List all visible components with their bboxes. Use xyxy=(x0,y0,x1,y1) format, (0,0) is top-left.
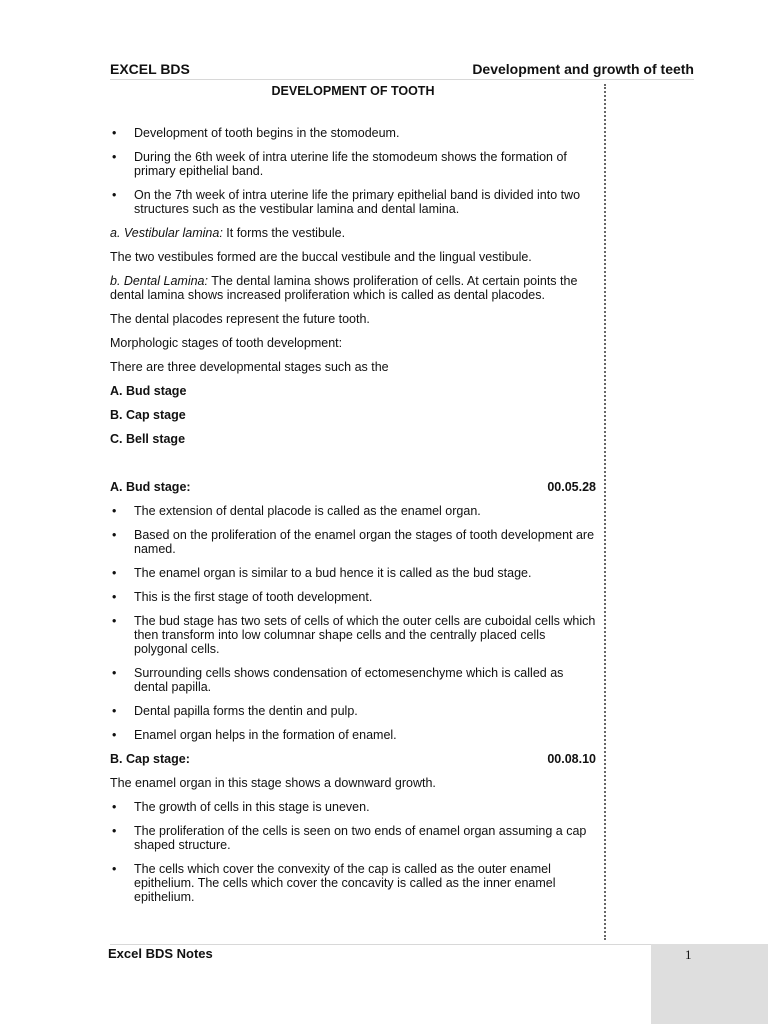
section-spacer xyxy=(110,456,596,480)
vestibular-lamina-paragraph xyxy=(110,226,596,240)
stage-item-cap: B. Cap stage xyxy=(110,408,186,422)
cap-stage-heading-row xyxy=(110,752,596,766)
cap-stage-heading: B. Cap stage: xyxy=(110,752,190,766)
list-item: • Surrounding cells shows condensation of ectomesenchyme which is called as dental papilla. xyxy=(110,666,596,694)
list-item: • During the 6th week of intra uterine life the stomodeum shows the formation of primary epithelial band. xyxy=(110,150,596,178)
list-item: • Based on the proliferation of the enamel organ the stages of tooth development are named. xyxy=(110,528,596,556)
page-title: DEVELOPMENT OF TOOTH xyxy=(271,84,435,98)
list-item: • The enamel organ is similar to a bud hence it is called as the bud stage. xyxy=(110,566,596,580)
bud-stage-timestamp: 00.05.28 xyxy=(547,480,596,494)
footer-title: Excel BDS Notes xyxy=(108,946,213,961)
document-body xyxy=(110,84,596,914)
page-number-box xyxy=(651,944,768,1024)
dental-lamina-paragraph xyxy=(110,274,596,302)
list-item: • The extension of dental placode is called as the enamel organ. xyxy=(110,504,596,518)
dental-lamina-text: The dental lamina shows proliferation of cells. At certain points the dental lamina shows increased proliferation which is called as dental placodes. xyxy=(110,274,578,302)
list-item: • The cells which cover the convexity of the cap is called as the outer enamel epithelium. The cells which cover the concavity is called as the inner enamel epithelium. xyxy=(110,862,596,904)
list-item: • The bud stage has two sets of cells of which the outer cells are cuboidal cells which then transform into low columnar shape cells and the centrally placed cells polygonal cells. xyxy=(110,614,596,656)
list-item: • Development of tooth begins in the stomodeum. xyxy=(110,126,596,140)
list-item: • On the 7th week of intra uterine life the primary epithelial band is divided into two structures such as the vestibular lamina and dental lamina. xyxy=(110,188,596,216)
vestibular-lamina-text: It forms the vestibule. xyxy=(222,226,346,240)
bud-stage-bullet-list xyxy=(110,504,596,742)
header-right-title: Development and growth of teeth xyxy=(472,61,694,77)
vestibules-paragraph: The two vestibules formed are the buccal vestibule and the lingual vestibule. xyxy=(110,250,532,264)
dental-lamina-term: b. Dental Lamina: xyxy=(110,274,208,288)
vestibular-lamina-term: a. Vestibular lamina: xyxy=(110,226,223,240)
cap-stage-intro: The enamel organ in this stage shows a downward growth. xyxy=(110,776,436,790)
list-item: • The growth of cells in this stage is uneven. xyxy=(110,800,596,814)
list-item: • Dental papilla forms the dentin and pulp. xyxy=(110,704,596,718)
bud-stage-heading: A. Bud stage: xyxy=(110,480,191,494)
page-number: 1 xyxy=(685,947,692,962)
stage-item-bell: C. Bell stage xyxy=(110,432,186,446)
placodes-paragraph: The dental placodes represent the future tooth. xyxy=(110,312,370,326)
footer-divider xyxy=(110,944,694,945)
list-item: • This is the first stage of tooth development. xyxy=(110,590,596,604)
header-left-title: EXCEL BDS xyxy=(110,61,190,77)
list-item: • Enamel organ helps in the formation of enamel. xyxy=(110,728,596,742)
morphologic-stages-paragraph: Morphologic stages of tooth development: xyxy=(110,336,343,350)
cap-stage-bullet-list xyxy=(110,800,596,904)
stage-item-bud: A. Bud stage xyxy=(110,384,187,398)
list-item: • The proliferation of the cells is seen on two ends of enamel organ assuming a cap shaped structure. xyxy=(110,824,596,852)
dotted-margin-line xyxy=(604,84,606,940)
header-divider xyxy=(110,79,694,80)
bud-stage-heading-row xyxy=(110,480,596,494)
cap-stage-timestamp: 00.08.10 xyxy=(547,752,596,766)
three-stages-paragraph: There are three developmental stages such as the xyxy=(110,360,389,374)
intro-bullet-list xyxy=(110,126,596,216)
